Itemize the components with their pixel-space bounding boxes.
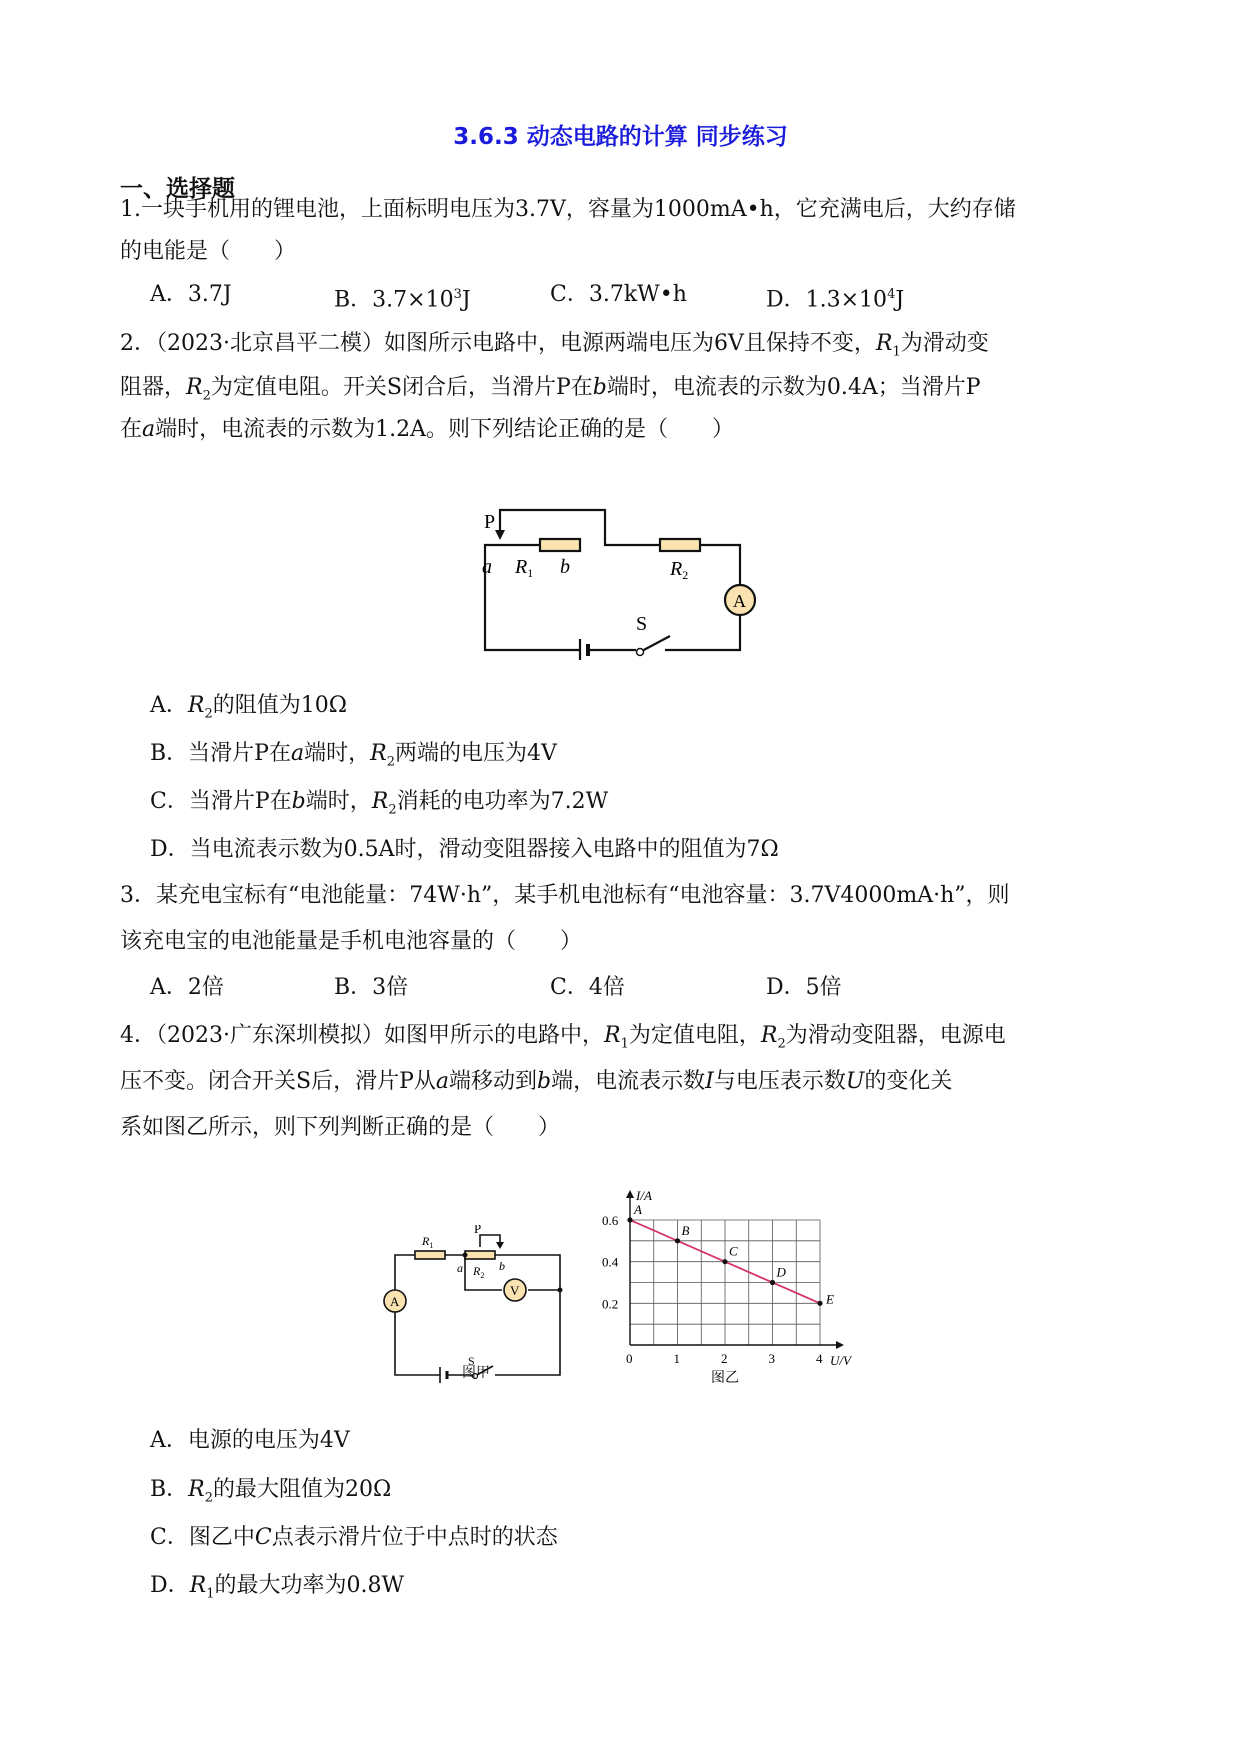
point-label-E: E <box>826 1291 834 1307</box>
q4-line-1: 4．（2023·广东深圳模拟）如图甲所示的电路中，$R_1$为定值电阻，$R_2$为滑动变阻器，电源电 <box>120 1023 1006 1052</box>
label-p: P <box>484 511 496 533</box>
point-label-A: A <box>634 1202 642 1217</box>
label-r1: $R_1$ <box>422 1234 434 1250</box>
worksheet-title: 3.6.3 动态电路的计算 同步练习 <box>453 124 788 150</box>
q1-option-d: D．$1.3\times 10^4J$ <box>766 287 905 313</box>
data-point-B <box>675 1238 680 1243</box>
switch-label: S <box>468 1354 475 1368</box>
q1-option-a: A．3.7J <box>150 282 232 307</box>
x-axis-arrow-icon <box>836 1341 844 1349</box>
label-r2: $R_2$ <box>670 558 689 582</box>
x-tick-label: 2 <box>721 1351 728 1366</box>
label-a: a <box>482 556 492 578</box>
slider-arrow-icon <box>496 1242 504 1249</box>
q2-line-1: 2．（2023·北京昌平二模）如图所示电路中，电源两端电压为6V且保持不变，$R_1$为滑动变 <box>120 331 989 360</box>
q2-option-c: C．当滑片P在b端时，$R_2$消耗的电功率为7.2W <box>150 789 609 818</box>
q4-option-c: C．图乙中C点表示滑片位于中点时的状态 <box>150 1525 558 1550</box>
q1-line-1: 1.一块手机用的锂电池，上面标明电压为3.7V，容量为1000mA•h，它充满电后，大约存储 <box>120 197 1016 222</box>
point-label-C: C <box>729 1243 738 1259</box>
q4-option-d: D．$R_1$的最大功率为0.8W <box>150 1573 405 1602</box>
section-heading: 一、选择题 <box>120 176 235 202</box>
q3-line-2: 该充电宝的电池能量是手机电池容量的（ ） <box>120 929 583 954</box>
x-axis-label: U/V <box>830 1353 851 1368</box>
figure-caption-jia: 图甲 <box>462 1365 490 1381</box>
label-r2: $R_2$ <box>473 1264 485 1280</box>
q4-line-3: 系如图乙所示，则下列判断正确的是（ ） <box>120 1115 561 1140</box>
data-point-E <box>817 1301 822 1306</box>
q3-line-1: 3．某充电宝标有“电池能量：74W·h”，某手机电池标有“电池容量：3.7V4000mA·h”，则 <box>120 883 1010 908</box>
label-b: b <box>560 556 570 578</box>
q4-option-b: B．$R_2$的最大阻值为20Ω <box>150 1477 392 1506</box>
q2-option-b: B．当滑片P在a端时，$R_2$两端的电压为4V <box>150 741 557 770</box>
switch-label: S <box>636 613 648 635</box>
q2-line-3: 在a端时，电流表的示数为1.2A。则下列结论正确的是（ ） <box>120 417 735 442</box>
q1-option-b: B．$3.7\times 10^3J$ <box>334 287 471 313</box>
label-r1: $R_1$ <box>515 556 534 580</box>
y-axis-label: I/A <box>636 1188 652 1203</box>
point-label-B: B <box>681 1222 690 1238</box>
q2-option-a: A．$R_2$的阻值为10Ω <box>150 693 347 722</box>
q3-option-d: D．5倍 <box>766 975 842 1000</box>
y-tick-label: 0.4 <box>602 1254 619 1270</box>
q4-circuit-diagram <box>375 1225 575 1385</box>
x-tick-label: 1 <box>673 1351 680 1366</box>
y-tick-label: 0.2 <box>602 1296 619 1312</box>
y-axis-arrow-icon <box>626 1190 634 1198</box>
voltmeter-icon: V <box>510 1283 520 1298</box>
iu-graph <box>590 1175 880 1390</box>
y-tick-label: 0.6 <box>602 1213 619 1228</box>
figure-caption-yi: 图乙 <box>711 1371 739 1386</box>
x-tick-label: 3 <box>768 1351 775 1366</box>
x-tick-label: 4 <box>816 1351 823 1366</box>
point-label-D: D <box>776 1264 786 1280</box>
label-p: P <box>474 1225 482 1236</box>
label-a: a <box>457 1261 463 1275</box>
data-point-D <box>770 1280 775 1285</box>
ammeter-icon: A <box>733 591 746 611</box>
data-point-C <box>722 1259 727 1264</box>
q3-option-a: A．2倍 <box>150 975 224 1000</box>
ammeter-icon: A <box>390 1294 400 1309</box>
q2-option-d: D．当电流表示数为0.5A时，滑动变阻器接入电路中的阻值为7Ω <box>150 837 779 862</box>
q4-option-a: A．电源的电压为4V <box>150 1428 350 1453</box>
slider-arrow-icon <box>495 530 505 540</box>
data-point-A <box>627 1217 632 1222</box>
q2-line-2: 阻器，$R_2$为定值电阻。开关S闭合后，当滑片P在b端时，电流表的示数为0.4A；当滑片P <box>120 375 981 404</box>
x-tick-label: 0 <box>626 1351 633 1366</box>
q2-circuit-diagram <box>470 500 770 660</box>
q4-line-2: 压不变。闭合开关S后，滑片P从a端移动到b端，电流表示数I与电压表示数U的变化关 <box>120 1069 953 1094</box>
q3-option-b: B．3倍 <box>334 975 409 1000</box>
q3-option-c: C．4倍 <box>550 975 625 1000</box>
q1-line-2: 的电能是（ ） <box>120 239 297 264</box>
q1-option-c: C．3.7kW•h <box>550 282 687 307</box>
label-b: b <box>499 1259 505 1273</box>
